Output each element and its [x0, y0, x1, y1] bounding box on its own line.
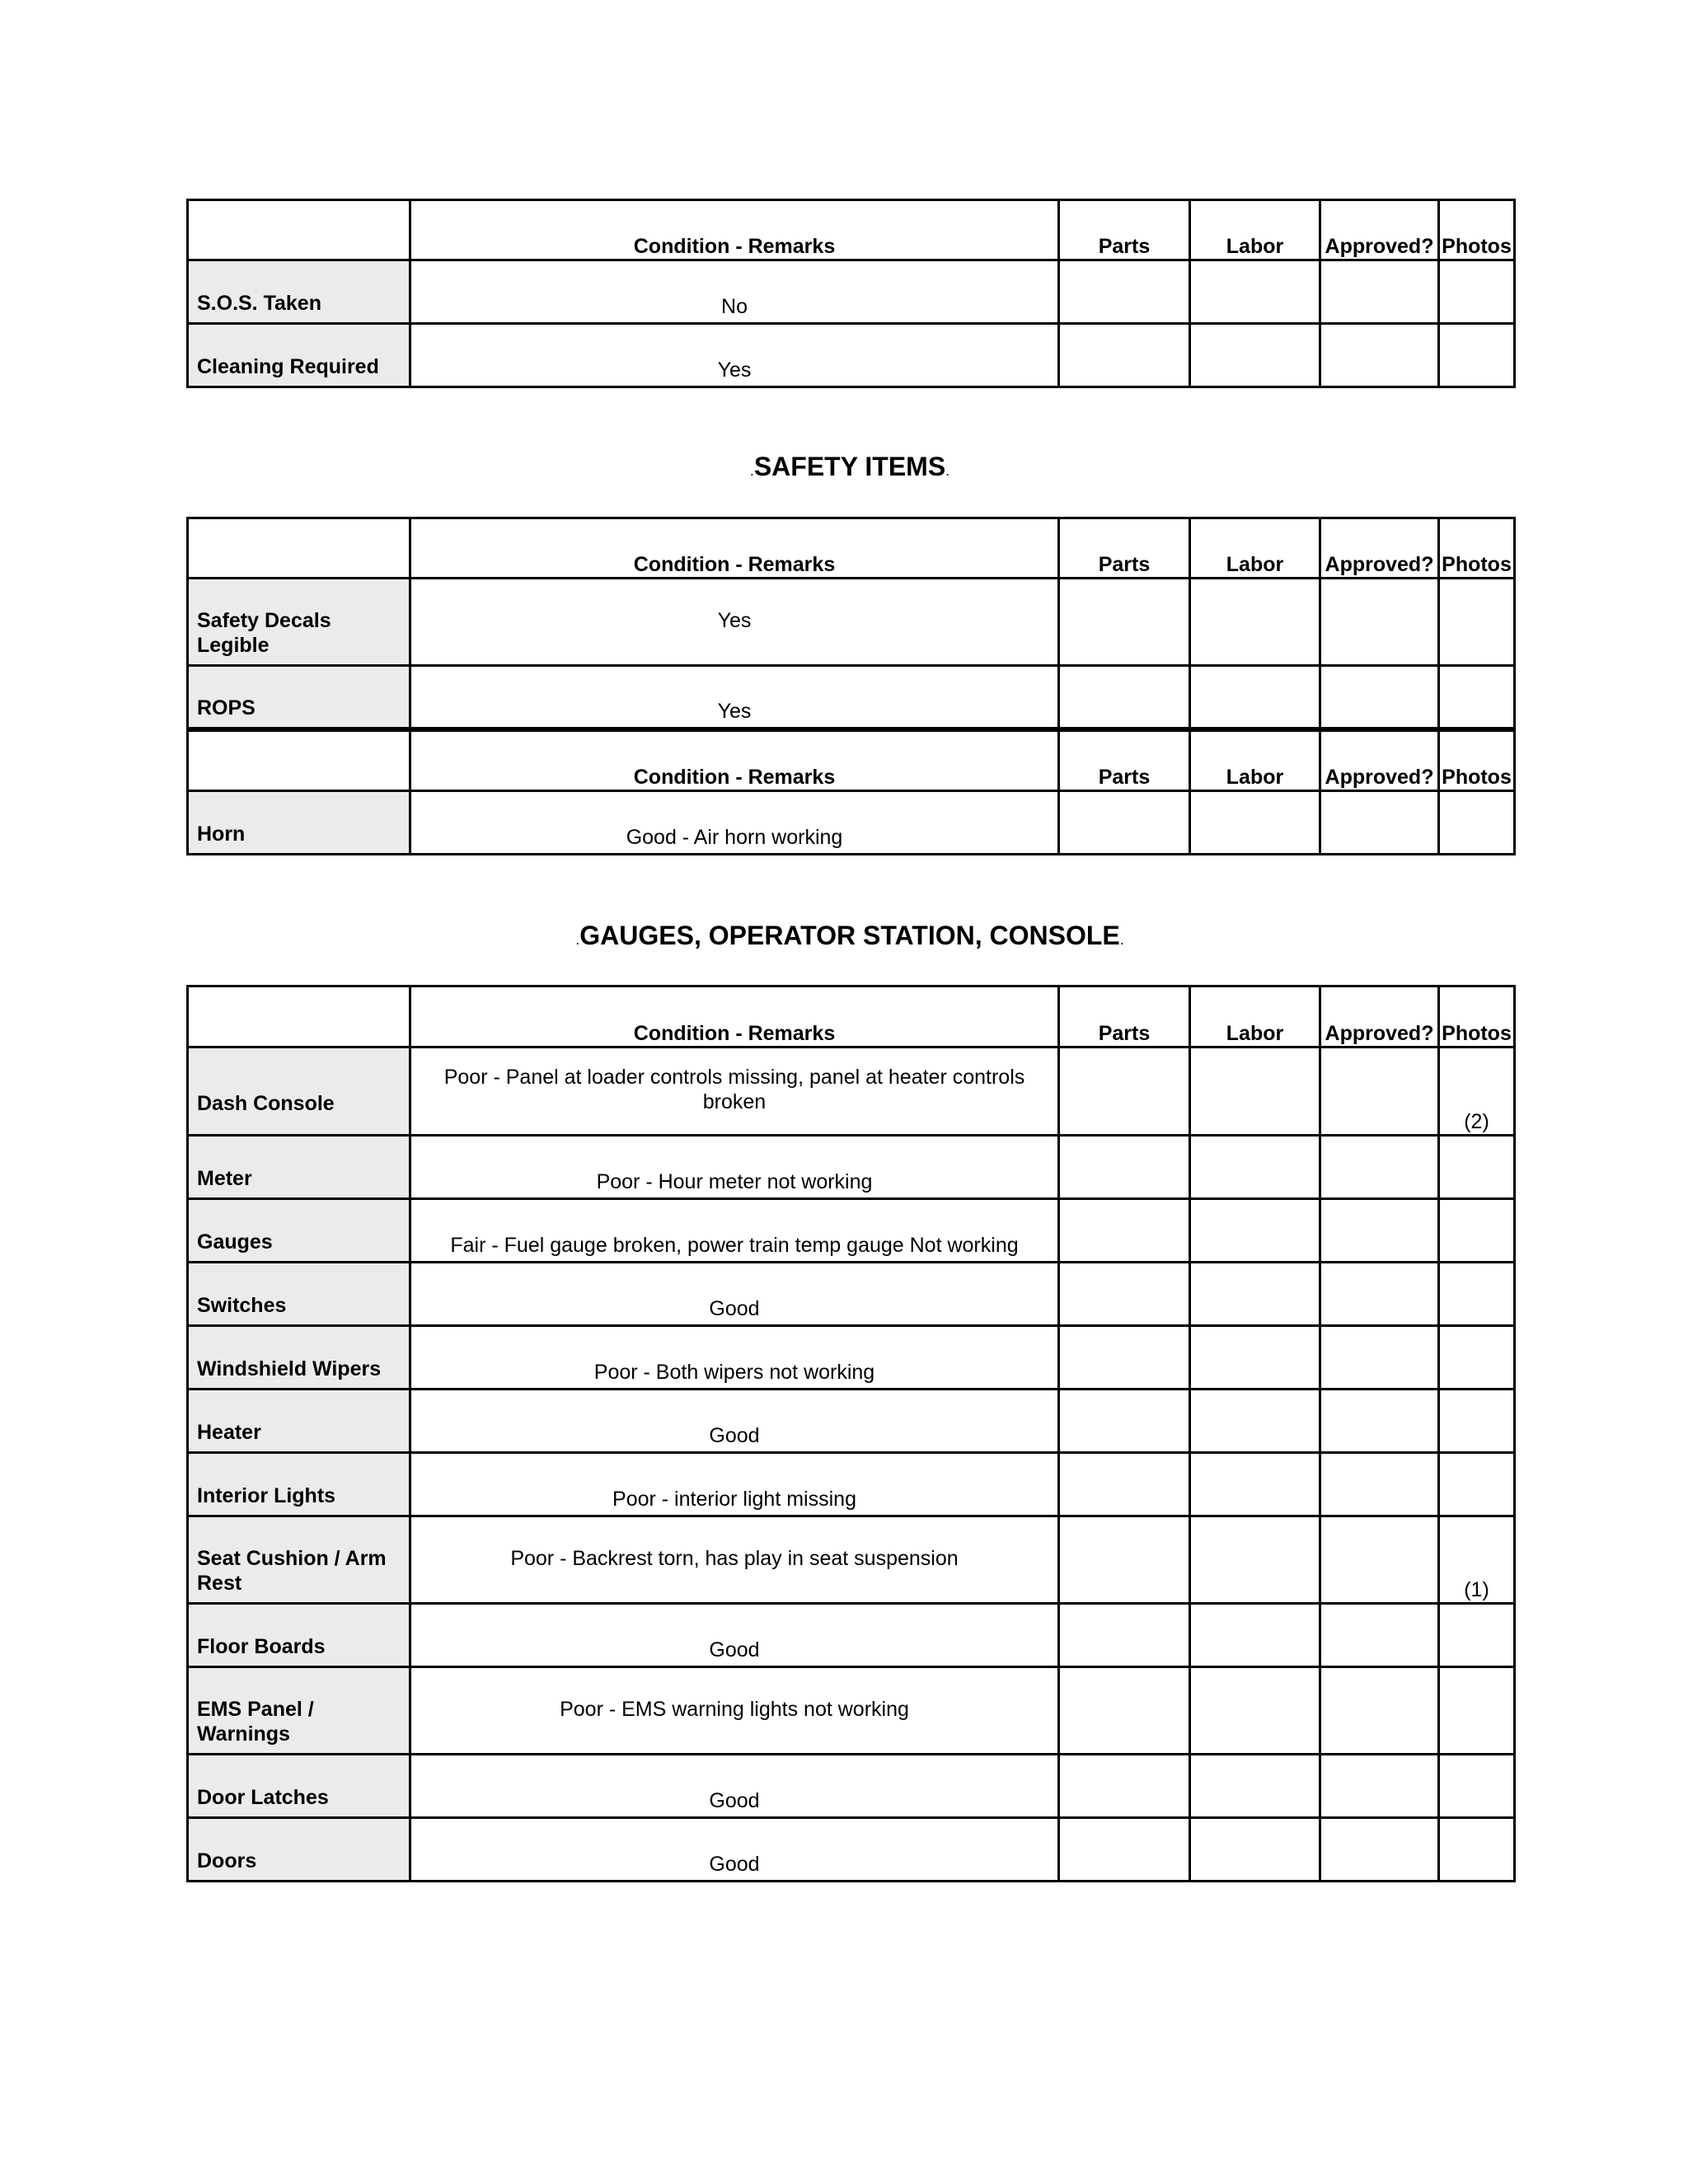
photos-cell	[1439, 1667, 1515, 1755]
photos-cell	[1439, 1453, 1515, 1516]
approved-cell[interactable]	[1320, 579, 1439, 666]
header-labor: Labor	[1190, 987, 1320, 1047]
labor-cell[interactable]	[1190, 1453, 1320, 1516]
header-labor: Labor	[1190, 200, 1320, 260]
table-row	[188, 324, 1515, 387]
table-row	[188, 666, 1515, 729]
table-row	[188, 1136, 1515, 1199]
labor-cell[interactable]	[1190, 1667, 1320, 1755]
parts-cell[interactable]	[1059, 324, 1190, 387]
parts-cell[interactable]	[1059, 1604, 1190, 1667]
table-row	[188, 1604, 1515, 1667]
approved-cell[interactable]	[1320, 324, 1439, 387]
table-row	[188, 1263, 1515, 1326]
header-parts: Parts	[1059, 200, 1190, 260]
table-row	[188, 1199, 1515, 1263]
table-row	[188, 1390, 1515, 1453]
labor-cell[interactable]	[1190, 1604, 1320, 1667]
labor-cell[interactable]	[1190, 1390, 1320, 1453]
table-row	[188, 1818, 1515, 1882]
header-approved: Approved?	[1320, 518, 1439, 579]
header-approved: Approved?	[1320, 987, 1439, 1047]
table-row	[188, 1326, 1515, 1390]
row-condition: Yes	[410, 579, 1059, 666]
parts-cell[interactable]	[1059, 260, 1190, 324]
title-dot-left: .	[575, 931, 580, 948]
row-condition: Good	[410, 1818, 1059, 1882]
approved-cell[interactable]	[1320, 1199, 1439, 1263]
labor-cell[interactable]	[1190, 666, 1320, 729]
parts-cell[interactable]	[1059, 579, 1190, 666]
approved-cell[interactable]	[1320, 1390, 1439, 1453]
header-photos: Photos	[1439, 200, 1515, 260]
row-condition: Poor - Hour meter not working	[410, 1136, 1059, 1199]
parts-cell[interactable]	[1059, 1326, 1190, 1390]
photos-cell	[1439, 1199, 1515, 1263]
parts-cell[interactable]	[1059, 1755, 1190, 1818]
table-row	[188, 579, 1515, 666]
row-label: Safety Decals Legible	[188, 579, 410, 666]
row-condition	[410, 1047, 1059, 1136]
header-label-cell	[188, 729, 410, 791]
parts-cell[interactable]	[1059, 1047, 1190, 1136]
photos-cell	[1439, 1390, 1515, 1453]
approved-cell[interactable]	[1320, 1818, 1439, 1882]
row-label: Interior Lights	[188, 1453, 410, 1516]
labor-cell[interactable]	[1190, 790, 1320, 854]
parts-cell[interactable]	[1059, 1390, 1190, 1453]
parts-cell[interactable]	[1059, 790, 1190, 854]
labor-cell[interactable]	[1190, 324, 1320, 387]
header-condition: Condition - Remarks	[410, 987, 1059, 1047]
row-condition: Good	[410, 1604, 1059, 1667]
header-photos: Photos	[1439, 987, 1515, 1047]
approved-cell[interactable]	[1320, 1326, 1439, 1390]
title-dot-left: .	[749, 462, 754, 479]
row-condition: Good	[410, 1263, 1059, 1326]
row-condition: Poor - interior light missing	[410, 1453, 1059, 1516]
photos-cell	[1439, 1263, 1515, 1326]
row-label: Seat Cushion / Arm Rest	[188, 1516, 410, 1604]
section-title-gauges	[186, 921, 1513, 951]
row-condition: Yes	[410, 666, 1059, 729]
table-row	[188, 260, 1515, 324]
parts-cell[interactable]	[1059, 1667, 1190, 1755]
header-label-cell	[188, 200, 410, 260]
row-label: Floor Boards	[188, 1604, 410, 1667]
photos-cell: (2)	[1439, 1047, 1515, 1136]
approved-cell[interactable]	[1320, 790, 1439, 854]
photos-cell	[1439, 1604, 1515, 1667]
photos-cell	[1439, 790, 1515, 854]
row-label: Dash Console	[188, 1047, 410, 1136]
table-row	[188, 1667, 1515, 1755]
labor-cell[interactable]	[1190, 1516, 1320, 1604]
header-photos: Photos	[1439, 729, 1515, 791]
approved-cell[interactable]	[1320, 1516, 1439, 1604]
approved-cell[interactable]	[1320, 1136, 1439, 1199]
row-condition: No	[410, 260, 1059, 324]
approved-cell[interactable]	[1320, 666, 1439, 729]
parts-cell[interactable]	[1059, 1136, 1190, 1199]
safety-title-text: SAFETY ITEMS	[753, 452, 946, 481]
parts-cell[interactable]	[1059, 1453, 1190, 1516]
parts-cell[interactable]	[1059, 1516, 1190, 1604]
header-labor: Labor	[1190, 518, 1320, 579]
header-approved: Approved?	[1320, 200, 1439, 260]
photos-cell	[1439, 1136, 1515, 1199]
labor-cell[interactable]	[1190, 1199, 1320, 1263]
table-header-row	[188, 200, 1515, 260]
header-condition: Condition - Remarks	[410, 200, 1059, 260]
condition-text: Poor - Panel at loader controls missing, panel at heater controls broken	[443, 1066, 1025, 1113]
approved-cell[interactable]	[1320, 1263, 1439, 1326]
row-condition: Poor - Both wipers not working	[410, 1326, 1059, 1390]
section-title-safety	[186, 452, 1513, 482]
labor-cell[interactable]	[1190, 1818, 1320, 1882]
row-label: Horn	[188, 790, 410, 854]
table-row	[188, 1047, 1515, 1136]
row-condition: Fair - Fuel gauge broken, power train temp gauge Not working	[410, 1199, 1059, 1263]
header-condition: Condition - Remarks	[410, 729, 1059, 791]
safety-items-table	[186, 517, 1516, 855]
table-row	[188, 790, 1515, 854]
row-condition: Poor - Backrest torn, has play in seat suspension	[410, 1516, 1059, 1604]
labor-cell[interactable]	[1190, 579, 1320, 666]
row-condition: Poor - EMS warning lights not working	[410, 1667, 1059, 1755]
approved-cell[interactable]	[1320, 1047, 1439, 1136]
row-label: Gauges	[188, 1199, 410, 1263]
labor-cell[interactable]	[1190, 1326, 1320, 1390]
photos-cell	[1439, 1755, 1515, 1818]
row-label: EMS Panel / Warnings	[188, 1667, 410, 1755]
photos-cell	[1439, 666, 1515, 729]
header-parts: Parts	[1059, 987, 1190, 1047]
gauges-title-text: GAUGES, OPERATOR STATION, CONSOLE	[579, 921, 1120, 950]
table-row	[188, 1755, 1515, 1818]
labor-cell[interactable]	[1190, 1755, 1320, 1818]
table-row	[188, 1453, 1515, 1516]
approved-cell[interactable]	[1320, 1604, 1439, 1667]
approved-cell[interactable]	[1320, 1453, 1439, 1516]
approved-cell[interactable]	[1320, 1755, 1439, 1818]
header-approved: Approved?	[1320, 729, 1439, 791]
row-label: Switches	[188, 1263, 410, 1326]
header-parts: Parts	[1059, 729, 1190, 791]
labor-cell[interactable]	[1190, 1263, 1320, 1326]
parts-cell[interactable]	[1059, 666, 1190, 729]
row-label: Heater	[188, 1390, 410, 1453]
photos-cell	[1439, 324, 1515, 387]
title-dot-right: .	[945, 462, 950, 479]
row-condition: Good	[410, 1390, 1059, 1453]
photos-cell: (1)	[1439, 1516, 1515, 1604]
photos-cell	[1439, 1326, 1515, 1390]
approved-cell[interactable]	[1320, 1667, 1439, 1755]
table-header-row	[188, 729, 1515, 791]
table-header-row	[188, 987, 1515, 1047]
row-label: S.O.S. Taken	[188, 260, 410, 324]
header-parts: Parts	[1059, 518, 1190, 579]
table-header-row	[188, 518, 1515, 579]
row-label: ROPS	[188, 666, 410, 729]
header-label-cell	[188, 987, 410, 1047]
approved-cell[interactable]	[1320, 260, 1439, 324]
row-condition: Yes	[410, 324, 1059, 387]
labor-cell[interactable]	[1190, 260, 1320, 324]
row-label: Meter	[188, 1136, 410, 1199]
header-condition: Condition - Remarks	[410, 518, 1059, 579]
photos-cell	[1439, 1818, 1515, 1882]
parts-cell[interactable]	[1059, 1199, 1190, 1263]
parts-cell[interactable]	[1059, 1263, 1190, 1326]
photos-cell	[1439, 579, 1515, 666]
parts-cell[interactable]	[1059, 1818, 1190, 1882]
gauges-operator-station-table	[186, 985, 1516, 1882]
header-photos: Photos	[1439, 518, 1515, 579]
row-condition: Good	[410, 1755, 1059, 1818]
row-label: Doors	[188, 1818, 410, 1882]
general-items-table	[186, 199, 1516, 388]
row-label: Door Latches	[188, 1755, 410, 1818]
photos-cell	[1439, 260, 1515, 324]
labor-cell[interactable]	[1190, 1136, 1320, 1199]
row-condition: Good - Air horn working	[410, 790, 1059, 854]
row-label: Windshield Wipers	[188, 1326, 410, 1390]
header-labor: Labor	[1190, 729, 1320, 791]
table-row	[188, 1516, 1515, 1604]
row-label: Cleaning Required	[188, 324, 410, 387]
title-dot-right: .	[1119, 931, 1124, 948]
header-label-cell	[188, 518, 410, 579]
labor-cell[interactable]	[1190, 1047, 1320, 1136]
